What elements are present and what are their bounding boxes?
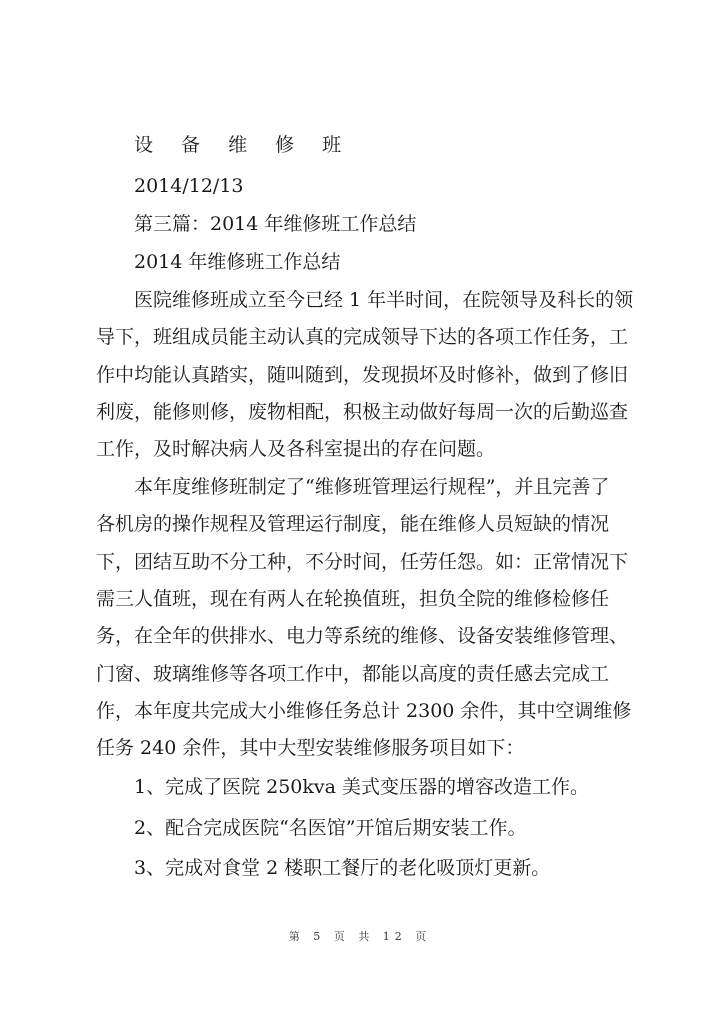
list-item: 2、配合完成医院“名医馆”开馆后期安装工作。 [134, 817, 527, 839]
list-item: 1、完成了医院 250kva 美式变压器的增容改造工作。 [134, 776, 590, 798]
paragraph-line: 作中均能认真踏实，随叫随到，发现损坏及时修补，做到了修旧 [96, 364, 629, 386]
paragraph-line: 各机房的操作规程及管理运行制度，能在维修人员短缺的情况 [96, 513, 610, 535]
paragraph-line: 下，团结互助不分工种，不分时间，任劳任怨。如：正常情况下 [96, 551, 629, 573]
paragraph-line: 利废，能修则修，废物相配，积极主动做好每周一次的后勤巡查 [96, 401, 629, 423]
signature-org: 设 备 维 修 班 [134, 134, 353, 156]
paragraph-line: 作，本年度共完成大小维修任务总计 2300 余件，其中空调维修 [96, 700, 632, 722]
list-item: 3、完成对食堂 2 楼职工餐厅的老化吸顶灯更新。 [134, 857, 551, 879]
section-heading: 第三篇：2014 年维修班工作总结 [134, 213, 417, 235]
page-footer: 第 5 页 共 12 页 [288, 930, 432, 943]
paragraph-line: 务，在全年的供排水、电力等系统的维修、设备安装维修管理、 [96, 625, 629, 647]
paragraph-line: 任务 240 余件，其中大型安装维修服务项目如下： [96, 737, 525, 759]
paragraph-line: 工作，及时解决病人及各科室提出的存在问题。 [96, 438, 496, 460]
document-title: 2014 年维修班工作总结 [134, 251, 341, 273]
document-date: 2014/12/13 [134, 175, 244, 197]
paragraph-line: 门窗、玻璃维修等各项工作中，都能以高度的责任感去完成工 [96, 663, 610, 685]
paragraph-line: 需三人值班，现在有两人在轮换值班，担负全院的维修检修任 [96, 588, 610, 610]
paragraph-line: 本年度维修班制定了“维修班管理运行规程”，并且完善了 [134, 476, 610, 498]
paragraph-line: 导下，班组成员能主动认真的完成领导下达的各项工作任务，工 [96, 326, 629, 348]
paragraph-line: 医院维修班成立至今已经 1 年半时间，在院领导及科长的领 [134, 289, 634, 311]
